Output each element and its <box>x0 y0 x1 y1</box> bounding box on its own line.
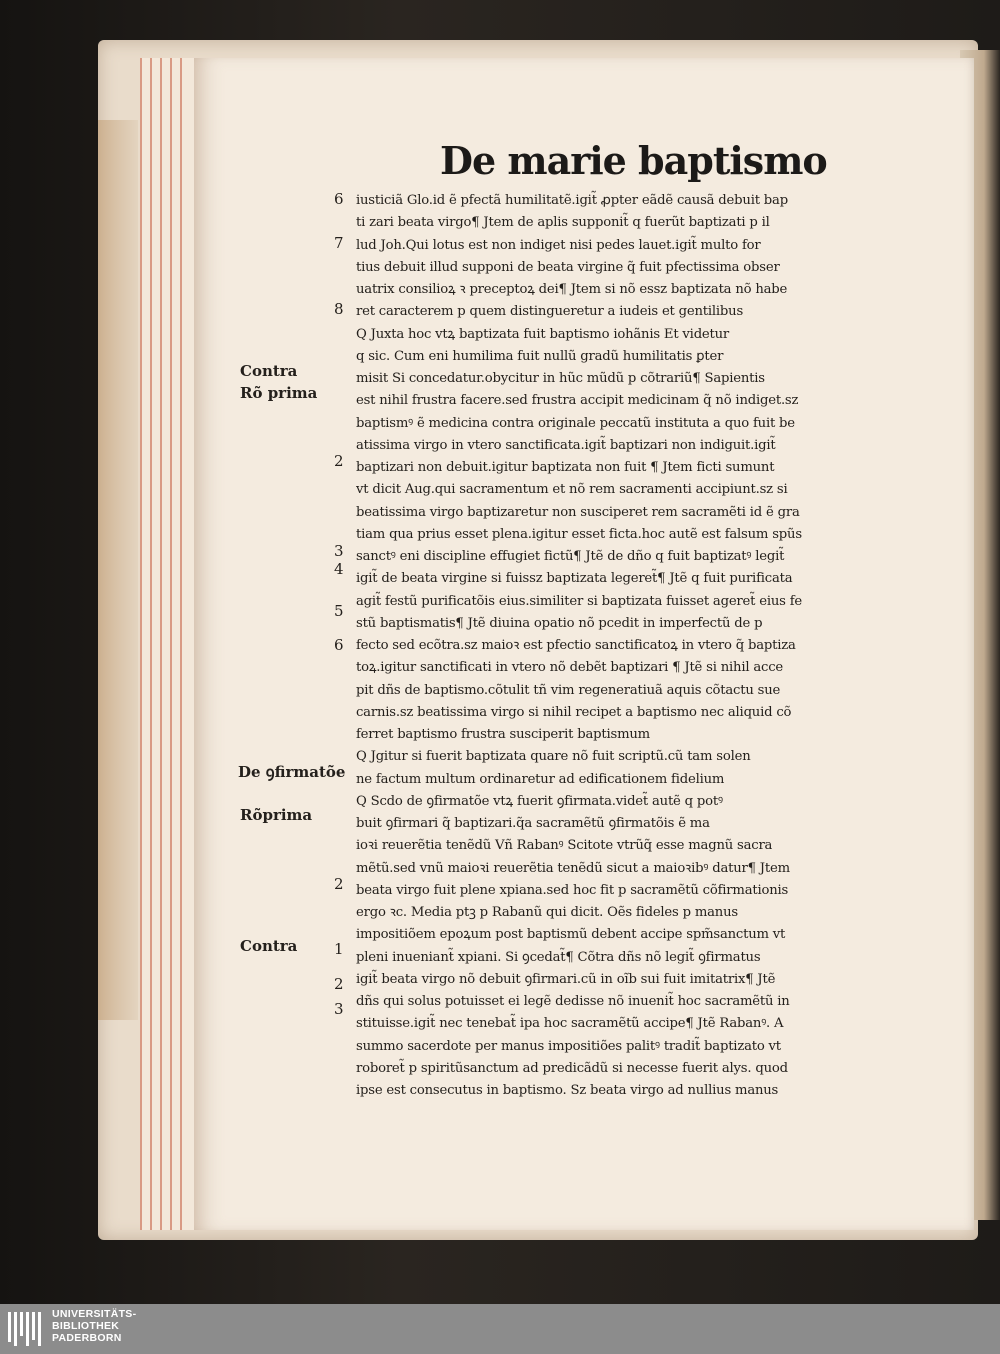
text-line: ne factum multum ordinaretur ad edificationem fidelium <box>356 771 725 787</box>
text-line: pit dñs de baptismo.cõtulit tñ vim regeneratiuã aquis cõtactu sue <box>356 682 781 698</box>
line-number: 2 <box>334 975 344 993</box>
text-line: baptizari non debuit.igitur baptizata non fuit ¶ Jtem ficti sumunt <box>356 460 775 475</box>
text-line: lud Joh.Qui lotus est non indiget nisi pedes lauet.igit̃ multo for <box>356 237 761 253</box>
margin-note: Rõprima <box>240 806 313 824</box>
library-logo-text: UNIVERSITÄTS- BIBLIOTHEK PADERBORN <box>52 1308 137 1344</box>
text-line: summo sacerdote per manus impositiões palitꝰ tradit̃ baptizato vt <box>356 1038 781 1054</box>
text-line: dñs qui solus potuisset ei legẽ dedisse nõ inuenit̃ hoc sacramẽtũ in <box>356 994 790 1009</box>
text-line: stituisse.igit̃ nec tenebat̃ ipa hoc sacramẽtũ accipe¶ Jtẽ Rabanꝰ. A <box>356 1016 784 1032</box>
text-line: pleni inueniant̃ xpiani. Si ꝯcedat̃¶ Cõtra dñs nõ legit̃ ꝯfirmatus <box>356 949 761 965</box>
library-logo-icon <box>8 1312 44 1346</box>
text-line: impositiõem epoꝝum post baptismũ debent accipe spm̃sanctum vt <box>356 927 786 943</box>
text-line: toꝝ.igitur sanctificati in vtero nõ debẽt baptizari ¶ Jtẽ si nihil acce <box>356 660 784 676</box>
text-line: q sic. Cum eni humilima fuit nullũ gradũ humilitatis ꝑter <box>356 348 724 364</box>
text-line: baptismꝰ ẽ medicina contra originale peccatũ instituta a quo fuit be <box>356 415 795 431</box>
line-number: 3 <box>334 1000 344 1018</box>
text-line: atissima virgo in vtero sanctificata.igit̃ baptizari non indiguit.igit̃ <box>356 437 776 453</box>
text-line: buit ꝯfirmari q̃ baptizari.q̃a sacramẽtũ ꝯfirmatõis ẽ ma <box>356 816 710 831</box>
line-number: 2 <box>334 875 344 893</box>
line-number: 4 <box>334 560 344 578</box>
text-line: roboret̃ p spiritũsanctum ad predicãdũ si necesse fuerit alys. quod <box>356 1060 788 1076</box>
text-line: est nihil frustra facere.sed frustra accipit medicinam q̃ nõ indiget.sz <box>356 393 799 409</box>
margin-note: Rõ prima <box>240 384 318 402</box>
page-body-text <box>356 190 876 1102</box>
margin-note: Contra <box>240 937 298 955</box>
line-number: 6 <box>334 190 344 208</box>
line-number: 1 <box>334 940 344 958</box>
line-number: 7 <box>334 234 344 252</box>
text-line: sanctꝰ eni discipline effugiet fictũ¶ Jtẽ de dño q fuit baptizatꝰ legit̃ <box>356 549 785 564</box>
line-number: 6 <box>334 636 344 654</box>
page-header: De marie baptismo <box>440 138 827 183</box>
text-line: ioꝛi reuerẽtia tenẽdũ Vñ Rabanꝰ Scitote vtrũq̃ esse magnũ sacra <box>356 838 773 854</box>
text-line: vt dicit Aug.qui sacramentum et nõ rem sacramenti accipiunt.sz si <box>356 482 788 498</box>
text-line: ti zari beata virgo¶ Jtem de aplis supponit̃ q fuerũt baptizati p il <box>356 215 770 231</box>
text-line: Q Scdo de ꝯfirmatõe vtꝝ fuerit ꝯfirmata.videt̃ autẽ q potꝰ <box>356 793 723 809</box>
text-line: tius debuit illud supponi de beata virgine q̃ fuit pfectissima obser <box>356 259 780 275</box>
text-line: Q Juxta hoc vtꝝ baptizata fuit baptismo iohãnis Et videtur <box>356 326 730 342</box>
margin-note: Contra <box>240 362 298 380</box>
text-line: beatissima virgo baptizaretur non susciperet rem sacramẽti id ẽ gra <box>356 504 800 520</box>
text-line: beata virgo fuit plene xpiana.sed hoc fit p sacramẽtũ cõfirmationis <box>356 882 789 898</box>
text-line: stũ baptismatis¶ Jtẽ diuina opatio nõ pcedit in imperfectũ de p <box>356 615 763 631</box>
margin-note: De ꝯfirmatõe <box>238 763 346 781</box>
text-line: tiam qua prius esset plena.igitur esset ficta.hoc autẽ est falsum spũs <box>356 526 802 542</box>
line-number: 5 <box>334 602 344 620</box>
library-footer <box>0 1304 1000 1354</box>
text-line: ergo ꝛc. Media ptꝫ p Rabanũ qui dicit. Oẽs fideles p manus <box>356 905 738 920</box>
line-number: 8 <box>334 300 344 318</box>
text-line: mẽtũ.sed vnũ maioꝛi reuerẽtia tenẽdũ sicut a maioꝛibꝰ datur¶ Jtem <box>356 860 790 876</box>
text-line: carnis.sz beatissima virgo si nihil recipet a baptismo nec aliquid cõ <box>356 704 792 720</box>
text-line: misit Si concedatur.obycitur in hũc mũdũ p cõtrariũ¶ Sapientis <box>356 371 765 386</box>
text-line: ipse est consecutus in baptismo. Sz beata virgo ad nullius manus <box>356 1083 779 1098</box>
cover-edge <box>98 120 138 1020</box>
line-number: 3 <box>334 542 344 560</box>
text-line: iusticiã Glo.id ẽ pfectã humilitatẽ.igit̃ ꝓpter eãdẽ causã debuit bap <box>356 193 788 208</box>
text-line: igit̃ beata virgo nõ debuit ꝯfirmari.cũ in oĩb sui fuit imitatrix¶ Jtẽ <box>356 971 776 987</box>
text-line: fecto sed ecõtra.sz maioꝛ est pfectio sanctificatoꝝ in vtero q̃ baptiza <box>356 638 796 653</box>
text-line: ret caracterem p quem distingueretur a iudeis et gentilibus <box>356 304 744 320</box>
text-line: agit̃ festũ purificatõis eius.similiter si baptizata fuisset ageret̃ eius fe <box>356 593 802 609</box>
line-number: 2 <box>334 452 344 470</box>
text-line: Q Jgitur si fuerit baptizata quare nõ fuit scriptũ.cũ tam solen <box>356 749 751 765</box>
text-line: uatrix consilioꝝ ꝛ preceptoꝝ dei¶ Jtem si nõ essz baptizata nõ habe <box>356 282 788 297</box>
text-line: ferret baptismo frustra susciperit baptismum <box>356 727 650 742</box>
text-line: igit̃ de beata virgine si fuissz baptizata legeret̃¶ Jtẽ q fuit purificata <box>356 571 793 587</box>
